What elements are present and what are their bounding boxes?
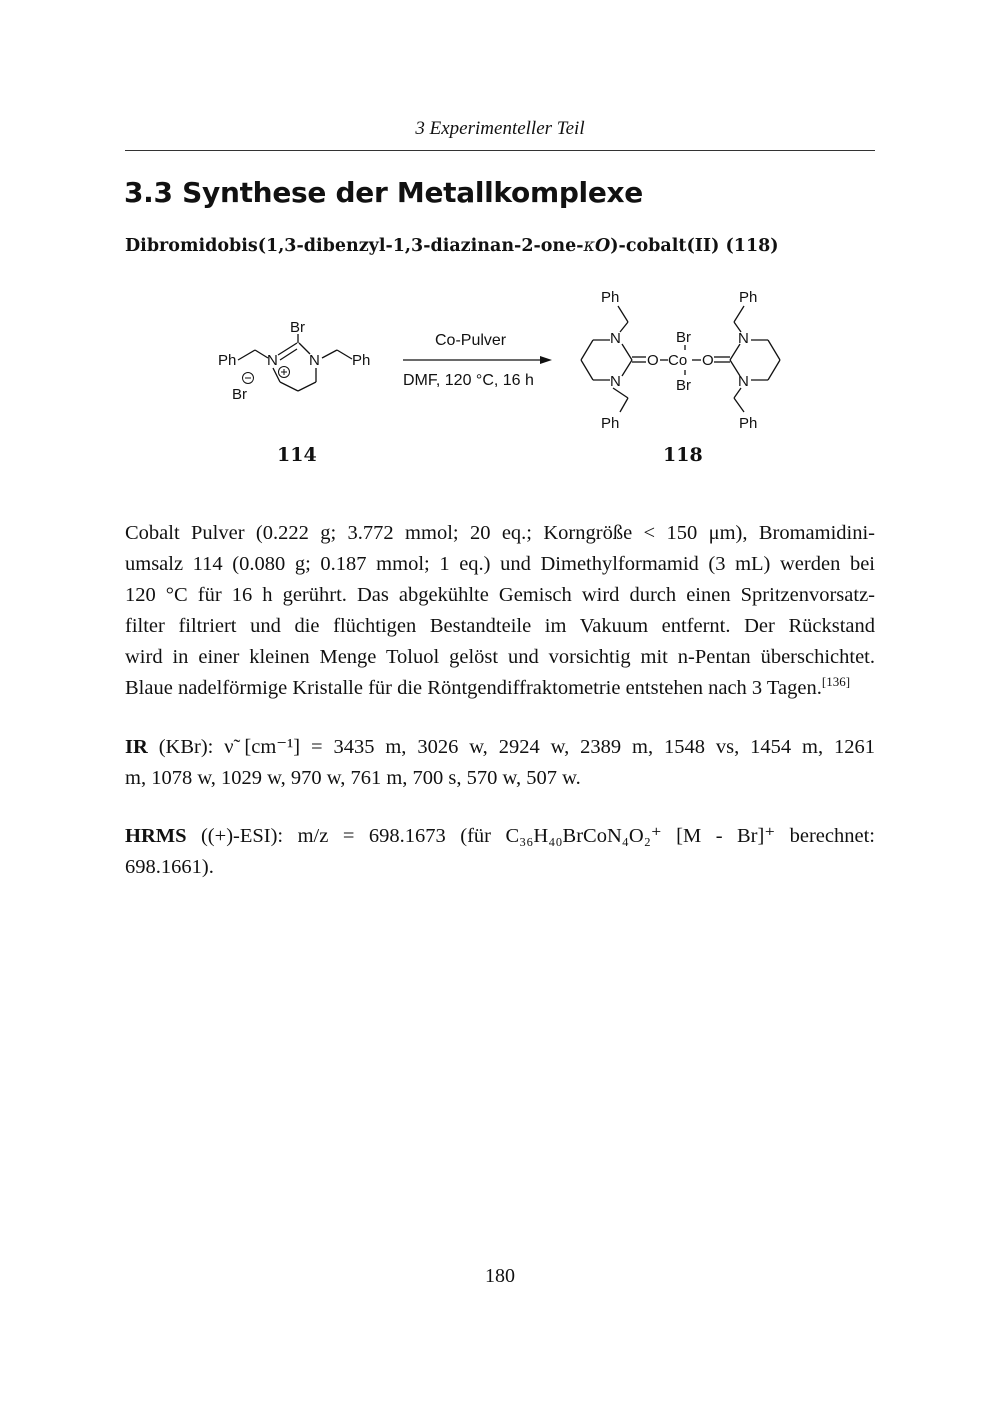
procedure-line: 120 °C für 16 h gerührt. Das abgekühlte Gemisch wird durch einen Spritzenvorsatz-: [125, 584, 875, 606]
atom-n: N: [610, 373, 621, 390]
atom-ph: Ph: [739, 415, 758, 432]
procedure-line: umsalz 114 (0.080 g; 0.187 mmol; 1 eq.) und Dimethylformamid (3 mL) werden bei: [125, 553, 875, 575]
ir-values-1: (KBr): ν̃ [cm⁻¹] = 3435 m, 3026 w, 2924 w, 2389 m, 1548 vs, 1454 m, 1261: [158, 736, 875, 758]
atom-ph: Ph: [601, 289, 620, 306]
procedure-line: wird in einer kleinen Menge Toluol gelöst und vorsichtig mit n-Pentan überschichtet.: [125, 646, 875, 668]
hrms-label: HRMS: [125, 825, 187, 847]
procedure-line-text: Blaue nadelförmige Kristalle für die Röntgendiffraktometrie entstehen nach 3 Tagen.: [125, 677, 822, 699]
hrms-values-1: ((+)-ESI): m/z = 698.1673 (für C₃₆H₄₀BrCoN₄O₂⁺ [M - Br]⁺ berechnet:: [200, 825, 875, 847]
reaction-arrow: [403, 332, 552, 389]
starting-material-114: [218, 319, 370, 403]
hrms-data: [125, 821, 875, 883]
atom-n: N: [738, 330, 749, 347]
atom-ph: Ph: [352, 352, 371, 369]
ir-line: m, 1078 w, 1029 w, 970 w, 761 m, 700 s, 570 w, 507 w.: [125, 767, 581, 789]
procedure-line: filter filtriert und die flüchtigen Bestandteile im Vakuum entfernt. Der Rückstand: [125, 615, 875, 637]
procedure-paragraph: [125, 518, 875, 704]
ir-data: [125, 732, 875, 794]
ir-label: IR: [125, 736, 148, 758]
reagent-above: Co-Pulver: [435, 332, 507, 349]
compound-label-118: 118: [663, 444, 703, 466]
atom-br: Br: [232, 386, 247, 403]
running-header: 3 Experimenteller Teil: [415, 118, 585, 139]
atom-br: Br: [676, 377, 691, 394]
atom-br: Br: [676, 329, 691, 346]
atom-o: O: [647, 352, 659, 369]
procedure-line: Cobalt Pulver (0.222 g; 3.772 mmol; 20 eq.; Korngröße < 150 μm), Bromamidini-: [125, 522, 875, 544]
atom-n: N: [267, 352, 278, 369]
compound-title-suffix: )-cobalt(II) (118): [610, 236, 779, 256]
compound-title: [125, 236, 779, 256]
hrms-line: [125, 821, 875, 852]
header-rule: [125, 150, 875, 151]
compound-title-kappa: κ: [583, 236, 596, 256]
page-number: 180: [485, 1265, 515, 1287]
compound-title-o: O: [595, 236, 611, 256]
atom-co: Co: [668, 352, 688, 369]
atom-ph: Ph: [601, 415, 620, 432]
atom-ph: Ph: [218, 352, 237, 369]
reference-citation: [136]: [821, 674, 851, 690]
compound-title-prefix: Dibromidobis(1,3-dibenzyl-1,3-diazinan-2-one-: [125, 236, 584, 256]
reaction-scheme: [200, 280, 820, 475]
section-title: 3.3 Synthese der Metallkomplexe: [124, 176, 643, 209]
atom-br: Br: [290, 319, 305, 336]
atom-n: N: [610, 330, 621, 347]
atom-n: N: [738, 373, 749, 390]
procedure-line-last: [125, 673, 875, 704]
product-118: [581, 289, 780, 432]
hrms-line: 698.1661).: [125, 856, 214, 878]
atom-n: N: [309, 352, 320, 369]
atom-ph: Ph: [739, 289, 758, 306]
atom-o: O: [702, 352, 714, 369]
ir-line: [125, 732, 875, 763]
compound-label-114: 114: [277, 444, 317, 466]
reagent-below: DMF, 120 °C, 16 h: [403, 372, 534, 389]
